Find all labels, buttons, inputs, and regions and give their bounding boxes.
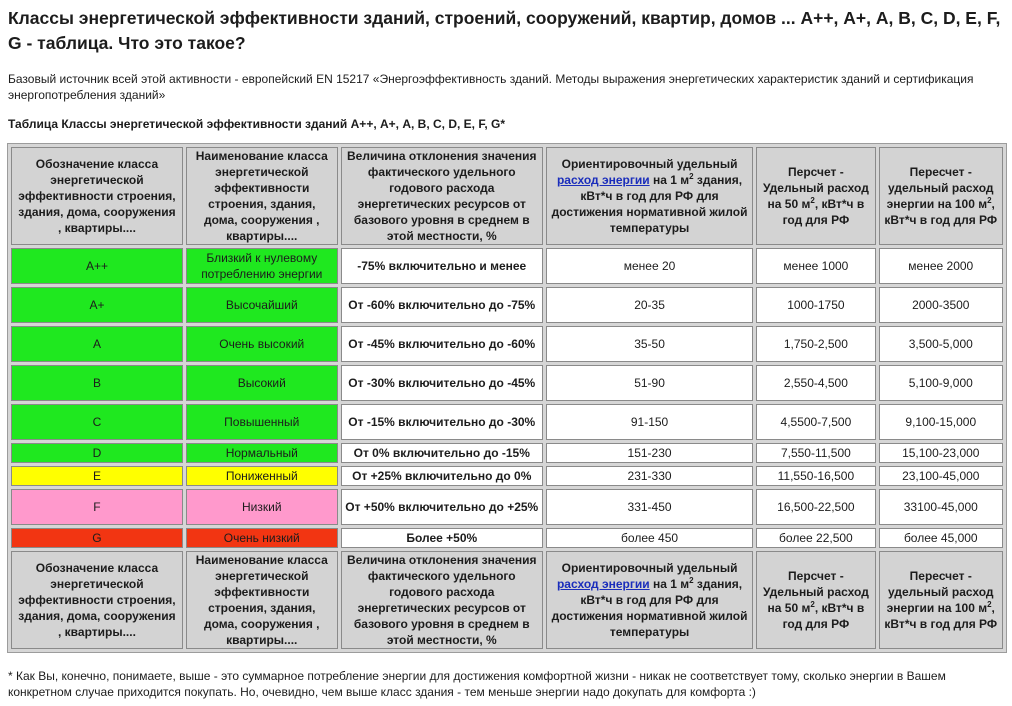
- footer-header-specific-post: здания, кВт*ч в год для РФ для достижения нормативной жилой температуры: [551, 577, 748, 639]
- header-specific-pre: Ориентировочный удельный: [561, 157, 738, 171]
- per-50-cell: 11,550-16,500: [756, 466, 875, 486]
- footer-header-per-50-pre: Персчет - Удельный расход на 50 м: [762, 569, 869, 615]
- per-100-cell: менее 2000: [879, 248, 1003, 284]
- footer-header-per-50: [756, 551, 875, 649]
- footer-header-class-name: Наименование класса энергетической эффективности строения, здания, дома, сооружения , квартиры....: [186, 551, 338, 649]
- class-cell: D: [11, 443, 183, 463]
- deviation-cell: От -30% включительно до -45%: [341, 365, 543, 401]
- deviation-cell: От +25% включительно до 0%: [341, 466, 543, 486]
- deviation-cell: От -60% включительно до -75%: [341, 287, 543, 323]
- class-name-cell: Очень высокий: [186, 326, 338, 362]
- header-per-100-post: , кВт*ч в год для РФ: [884, 197, 998, 227]
- per-100-cell: 2000-3500: [879, 287, 1003, 323]
- header-per-50-post: , кВт*ч в год для РФ: [782, 197, 865, 227]
- table-row: [11, 248, 1003, 284]
- energy-class-table: [7, 143, 1007, 653]
- header-specific-mid: на 1 м: [652, 173, 690, 187]
- table-row: [11, 326, 1003, 362]
- deviation-cell: От -45% включительно до -60%: [341, 326, 543, 362]
- table-row: [11, 365, 1003, 401]
- footer-header-specific-pre: Ориентировочный удельный: [561, 561, 738, 575]
- header-per-50: [756, 147, 875, 245]
- header-specific-sup: 2: [689, 172, 694, 181]
- per-100-cell: 33100-45,000: [879, 489, 1003, 525]
- per-100-cell: 3,500-5,000: [879, 326, 1003, 362]
- footer-header-specific-sup: 2: [689, 576, 694, 585]
- per-50-cell: менее 1000: [756, 248, 875, 284]
- header-class-name: Наименование класса энергетической эффективности строения, здания, дома, сооружения , квартиры....: [186, 147, 338, 245]
- per-100-cell: 15,100-23,000: [879, 443, 1003, 463]
- source-text: Базовый источник всей этой активности - европейский EN 15217 «Энергоэффективность зданий. Методы выражения энергетических характеристик зданий и сертификация энергопотребления зданий»: [8, 72, 974, 102]
- per-100-cell: более 45,000: [879, 528, 1003, 548]
- class-name-cell: Близкий к нулевому потреблению энергии: [186, 248, 338, 284]
- class-name-cell: Высочайший: [186, 287, 338, 323]
- header-per-50-sup: 2: [810, 196, 815, 205]
- class-cell: E: [11, 466, 183, 486]
- table-row: [11, 287, 1003, 323]
- per-50-cell: 2,550-4,500: [756, 365, 875, 401]
- per-m2-cell: 231-330: [546, 466, 753, 486]
- footer-header-specific-mid: на 1 м: [652, 577, 690, 591]
- deviation-cell: Более +50%: [341, 528, 543, 548]
- header-specific-post: здания, кВт*ч в год для РФ для достижения нормативной жилой температуры: [551, 173, 748, 235]
- per-50-cell: 7,550-11,500: [756, 443, 875, 463]
- table-row: [11, 489, 1003, 525]
- table-header-row: [11, 147, 1003, 245]
- footer-energy-consumption-link[interactable]: расход энергии: [556, 577, 650, 591]
- header-per-100: [879, 147, 1003, 245]
- footer-header-class-designation: Обозначение класса энергетической эффективности строения, здания, дома, сооружения , квартиры....: [11, 551, 183, 649]
- per-m2-cell: 35-50: [546, 326, 753, 362]
- per-50-cell: более 22,500: [756, 528, 875, 548]
- per-50-cell: 16,500-22,500: [756, 489, 875, 525]
- footer-header-specific-consumption: [546, 551, 753, 649]
- deviation-cell: От -15% включительно до -30%: [341, 404, 543, 440]
- footer-header-per-50-sup: 2: [810, 600, 815, 609]
- deviation-cell: -75% включительно и менее: [341, 248, 543, 284]
- class-cell: G: [11, 528, 183, 548]
- per-m2-cell: 91-150: [546, 404, 753, 440]
- per-100-cell: 9,100-15,000: [879, 404, 1003, 440]
- class-name-cell: Нормальный: [186, 443, 338, 463]
- footnote: * Как Вы, конечно, понимаете, выше - это суммарное потребление энергии для достижения комфортной жизни - никак не соответствует тому, сколько энергии в Вашем конкретном случае приходится покупать. Но, очевидно, чем выше класс здания - тем меньше энергии надо докупать для комфорта :): [8, 669, 946, 699]
- per-100-cell: 5,100-9,000: [879, 365, 1003, 401]
- per-50-cell: 1000-1750: [756, 287, 875, 323]
- energy-consumption-link[interactable]: расход энергии: [556, 173, 650, 187]
- footer-header-per-100-post: , кВт*ч в год для РФ: [884, 601, 998, 631]
- table-footer-header-row: [11, 551, 1003, 649]
- class-cell: B: [11, 365, 183, 401]
- per-m2-cell: 51-90: [546, 365, 753, 401]
- per-m2-cell: более 450: [546, 528, 753, 548]
- class-cell: C: [11, 404, 183, 440]
- class-name-cell: Высокий: [186, 365, 338, 401]
- footer-header-per-100: [879, 551, 1003, 649]
- footer-header-deviation: Величина отклонения значения фактического удельного годового расхода энергетических ресурсов от базового уровня в среднем в этой местности, %: [341, 551, 543, 649]
- class-name-cell: Очень низкий: [186, 528, 338, 548]
- header-per-50-pre: Персчет - Удельный расход на 50 м: [762, 165, 869, 211]
- footer-header-per-100-pre: Пересчет - удельный расход энергии на 100 м: [886, 569, 994, 615]
- header-per-100-pre: Пересчет - удельный расход энергии на 100 м: [886, 165, 994, 211]
- class-cell: А: [11, 326, 183, 362]
- footer-header-per-100-sup: 2: [987, 600, 992, 609]
- per-m2-cell: 331-450: [546, 489, 753, 525]
- table-row: [11, 404, 1003, 440]
- class-name-cell: Низкий: [186, 489, 338, 525]
- deviation-cell: От +50% включительно до +25%: [341, 489, 543, 525]
- per-50-cell: 4,5500-7,500: [756, 404, 875, 440]
- table-row: [11, 443, 1003, 463]
- class-name-cell: Повышенный: [186, 404, 338, 440]
- table-row: [11, 528, 1003, 548]
- header-deviation: Величина отклонения значения фактического удельного годового расхода энергетических ресурсов от базового уровня в среднем в этой местности, %: [341, 147, 543, 245]
- class-cell: А++: [11, 248, 183, 284]
- footer-header-per-50-post: , кВт*ч в год для РФ: [782, 601, 865, 631]
- header-class-designation: Обозначение класса энергетической эффективности строения, здания, дома, сооружения , квартиры....: [11, 147, 183, 245]
- table-caption: Таблица Классы энергетической эффективности зданий А++, А+, A, B, C, D, E, F, G*: [8, 117, 506, 131]
- deviation-cell: От 0% включительно до -15%: [341, 443, 543, 463]
- per-50-cell: 1,750-2,500: [756, 326, 875, 362]
- class-cell: F: [11, 489, 183, 525]
- per-m2-cell: менее 20: [546, 248, 753, 284]
- table-row: [11, 466, 1003, 486]
- per-100-cell: 23,100-45,000: [879, 466, 1003, 486]
- header-per-100-sup: 2: [987, 196, 992, 205]
- page-title: Классы энергетической эффективности зданий, строений, сооружений, квартир, домов ... А++, А+, А, В, С, D, E, F, G - таблица. Что это такое?: [8, 8, 1001, 53]
- per-m2-cell: 151-230: [546, 443, 753, 463]
- header-specific-consumption: [546, 147, 753, 245]
- per-m2-cell: 20-35: [546, 287, 753, 323]
- class-name-cell: Пониженный: [186, 466, 338, 486]
- class-cell: А+: [11, 287, 183, 323]
